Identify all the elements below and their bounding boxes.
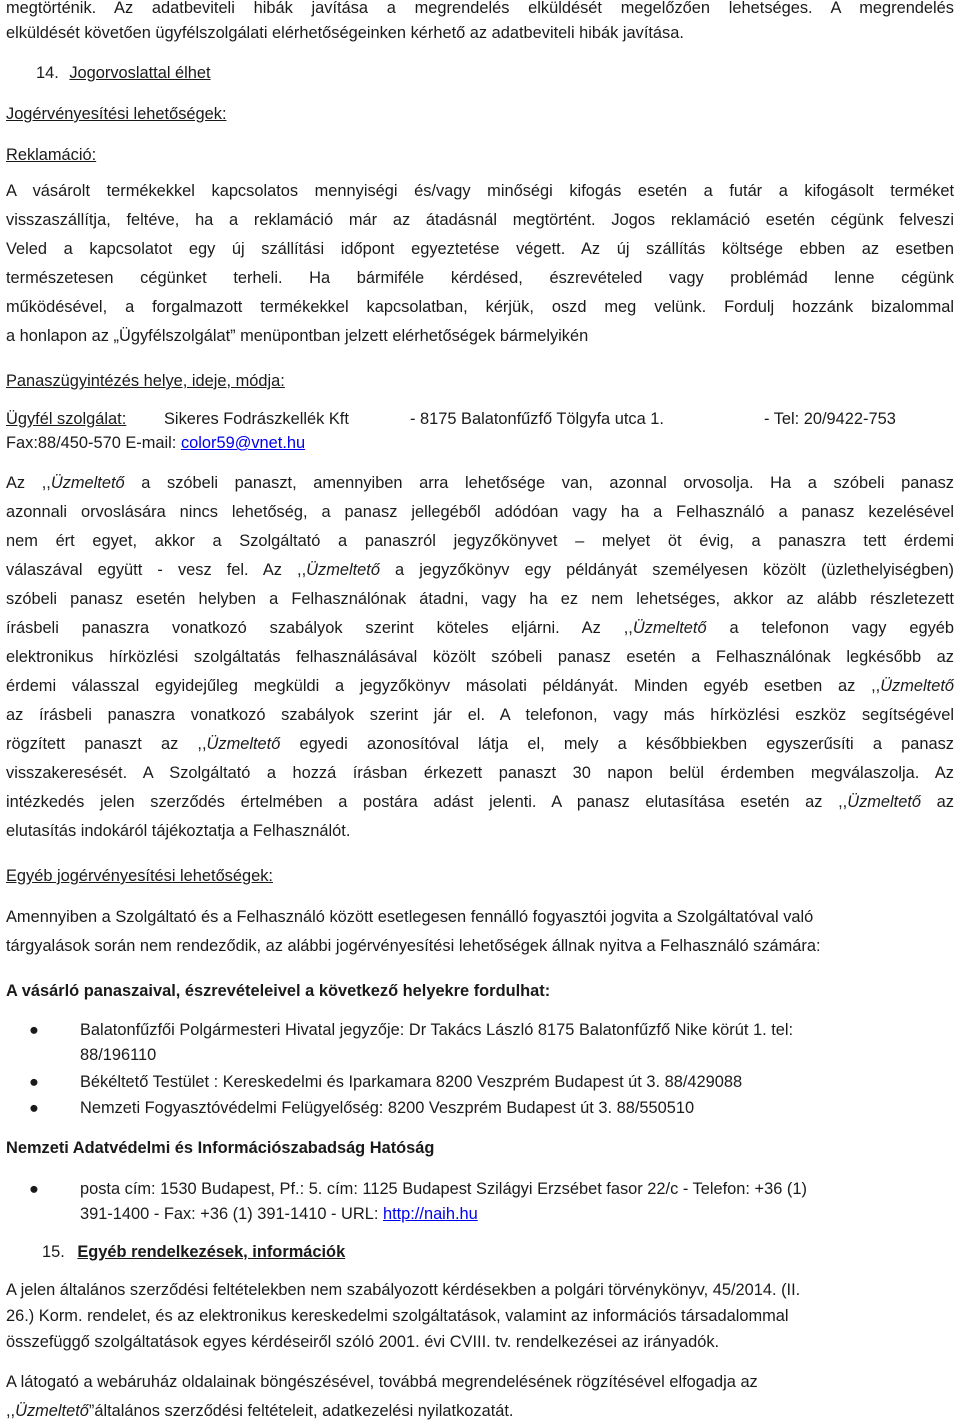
reklamacio-line-2: visszaszállítja, feltéve, ha a reklamáció már az átadásnál megtörtént. Jogos reklamáció esetén cégünk felveszi — [6, 211, 954, 229]
uzemelteto-term: Üzmeltető — [306, 561, 380, 579]
section-14-number: 14. — [36, 64, 59, 82]
final-line-1: A látogató a webáruház oldalainak böngészésével, továbbá megrendelésének rögzítésével elfogadja az — [6, 1373, 758, 1391]
ugyfel-fax: Fax:88/450-570 E-mail: — [6, 434, 177, 452]
panasz-line-9: az írásbeli panaszra vonatkozó szabályok szerint jár el. A telefonon, vagy más hírközlési eszköz segítségével — [6, 706, 954, 724]
vasarlo-heading: A vásárló panaszaival, észrevételeivel a következő helyekre fordulhat: — [6, 982, 551, 1000]
ptk-line-1: A jelen általános szerződési feltételekben nem szabályozott kérdésekben a polgári törvénykönyv, 45/2014. (II. — [6, 1281, 801, 1299]
ugyfel-line-2 — [6, 432, 954, 454]
ptk-line-3: összefüggő szolgáltatások egyes kérdéseiről szóló 2001. évi CVIII. tv. rendelkezései az irányadók. — [6, 1333, 720, 1351]
naih-line-1: posta cím: 1530 Budapest, Pf.: 5. cím: 1125 Budapest Szilágyi Erzsébet fasor 22/c - Telefon: +36 (1) — [80, 1180, 807, 1198]
ugyfel-company: Sikeres Fodrászkellék Kft — [164, 410, 349, 428]
panasz-line-11: visszakeresését. A Szolgáltató a hozzá írásban érkezett panaszt 30 napon belül érdemben megválaszolja. Az — [6, 764, 954, 782]
egyeb-line-2: tárgyalások során nem rendeződik, az alábbi jogérvényesítési lehetőségek állnak nyitva a Felhasználó számára: — [6, 937, 821, 955]
list-item-continuation — [6, 1044, 954, 1066]
panasz-heading: Panaszügyintézés helye, ideje, módja: — [6, 372, 285, 390]
naih-heading: Nemzeti Adatvédelmi és Információszabadság Hatóság — [6, 1139, 435, 1157]
uzemelteto-term: Üzmeltető — [15, 1402, 89, 1420]
section-14-title: Jogorvoslattal élhet — [69, 64, 211, 82]
list-item — [6, 1097, 954, 1119]
list-item — [6, 1071, 954, 1093]
panasz-line-3: nem ért egyet, akkor a Szolgáltató a panaszról jegyzőkönyvet – melyet öt évig, a panaszra tett érdemi — [6, 532, 954, 550]
panasz-line-8: érdemi válasszal egyidejűleg megküldi a jegyzőkönyv másolati példányát. Minden egyéb esetben az ,,Üzmeltető — [6, 677, 954, 695]
reklamacio-line-4: természetesen cégünket terheli. Ha bármiféle kérdésed, észrevételed vagy problémád lenne cégünk — [6, 269, 954, 287]
bullet-icon: ● — [29, 1099, 39, 1117]
uzemelteto-term: Üzmeltető — [50, 474, 125, 492]
bullet-icon: ● — [29, 1073, 39, 1091]
reklamacio-heading: Reklamáció: — [6, 146, 97, 164]
uzemelteto-term: Üzmeltető — [880, 677, 954, 695]
section-15-title: Egyéb rendelkezések, információk — [77, 1243, 346, 1261]
panasz-line-10: rögzített panaszt az ,,Üzmeltető egyedi azonosítóval látja el, mely a későbbiekben egyszerűsíti a panasz — [6, 735, 954, 753]
list-item — [6, 1178, 954, 1200]
intro-line-2: elküldését követően ügyfélszolgálati elérhetőségeinken kérhető az adatbeviteli hibák javítása. — [6, 24, 684, 42]
egyeb-heading: Egyéb jogérvényesítési lehetőségek: — [6, 867, 273, 885]
ugyfel-tel: - Tel: 20/9422-753 — [764, 410, 896, 428]
list-item — [6, 1019, 954, 1041]
reklamacio-line-3: Veled a kapcsolatot egy új szállítási időpont egyeztetése végett. Az új szállítás költsége ebben az esetben — [6, 240, 954, 258]
section-14-heading — [36, 62, 954, 84]
bullet-icon: ● — [29, 1180, 39, 1198]
section-15-number: 15. — [42, 1243, 65, 1261]
naih-line-2: 391-1400 - Fax: +36 (1) 391-1410 - URL: http://naih.hu — [80, 1205, 478, 1223]
naih-url-link[interactable]: http://naih.hu — [382, 1205, 478, 1223]
list-item-text: 88/196110 — [80, 1046, 157, 1064]
intro-line-1: megtörténik. Az adatbeviteli hibák javítása a megrendelés elküldését megelőzően lehetséges. A megrendelés — [6, 0, 954, 17]
section-15-heading — [42, 1241, 954, 1263]
final-line-2: ,,Üzmeltető”általános szerződési feltételeit, adatkezelési nyilatkozatát. — [6, 1402, 514, 1420]
panasz-line-2: azonnali orvoslására nincs lehetőség, a panasz jellegéből adódóan vagy ha a Felhasználó a panasz kezelésével — [6, 503, 954, 521]
reklamacio-line-1: A vásárolt termékekkel kapcsolatos mennyiségi és/vagy minőségi kifogás esetén a futár a kifogásolt terméket — [6, 182, 954, 200]
email-link[interactable]: color59@vnet.hu — [180, 434, 306, 452]
reklamacio-line-6: a honlapon az „Ügyfélszolgálat” menüpontban jelzett elérhetőségek bármelyikén — [6, 327, 589, 345]
jog-heading: Jogérvényesítési lehetőségek: — [6, 105, 227, 123]
ugyfel-address: - 8175 Balatonfűzfő Tölgyfa utca 1. — [410, 410, 664, 428]
panasz-line-4: válaszával együtt - vesz fel. Az ,,Üzmeltető a jegyzőkönyv egy példányát személyesen közölt (üzlethelyiségben) — [6, 561, 954, 579]
list-item-text: Balatonfűzfői Polgármesteri Hivatal jegyzője: Dr Takács László 8175 Balatonfűzfő Nike körút 1. tel: — [80, 1021, 794, 1039]
list-item-continuation — [6, 1203, 954, 1225]
uzemelteto-term: Üzmeltető — [847, 793, 922, 811]
panasz-line-7: elektronikus hírközlési szolgáltatás felhasználásával közölt szóbeli panasz esetén a Felhasználónak legkésőbb az — [6, 648, 954, 666]
ugyfel-label: Ügyfél szolgálat: — [6, 410, 127, 428]
panasz-line-1: Az ,,Üzmeltető a szóbeli panaszt, amennyiben arra lehetősége van, azonnal orvosolja. Ha a szóbeli panasz — [6, 474, 954, 492]
panasz-line-6: írásbeli panaszra vonatkozó szabályok szerint köteles eljárni. Az ,,Üzmeltető a telefonon vagy egyéb — [6, 619, 955, 637]
reklamacio-line-5: működésével, a forgalmazott termékekkel kapcsolatban, kérjük, oszd meg velünk. Fordulj hozzánk bizalommal — [6, 298, 954, 316]
egyeb-line-1: Amennyiben a Szolgáltató és a Felhasználó között esetlegesen fennálló fogyasztói jogvita a Szolgáltatóval való — [6, 908, 814, 926]
ugyfel-line-1 — [6, 408, 954, 430]
list-item-text: Békéltető Testület : Kereskedelmi és Iparkamara 8200 Veszprém Budapest út 3. 88/429088 — [80, 1073, 743, 1091]
uzemelteto-term: Üzmeltető — [206, 735, 281, 753]
uzemelteto-term: Üzmeltető — [632, 619, 707, 637]
ptk-line-2: 26.) Korm. rendelet, és az elektronikus kereskedelmi szolgáltatások, valamint az információs társadalommal — [6, 1307, 789, 1325]
panasz-line-5: szóbeli panasz esetén helyben a Felhasználónak átadni, vagy ha ez nem lehetséges, akkor az alább részletezett — [6, 590, 954, 608]
list-item-text: Nemzeti Fogyasztóvédelmi Felügyelőség: 8200 Veszprém Budapest út 3. 88/550510 — [80, 1099, 695, 1117]
panasz-line-12: intézkedés jelen szerződés értelmében a postára adást jelenti. A panasz elutasítása esetén az ,,Üzmeltető az — [6, 793, 954, 811]
bullet-icon: ● — [29, 1021, 39, 1039]
panasz-line-13: elutasítás indokáról tájékoztatja a Felhasználót. — [6, 822, 351, 840]
